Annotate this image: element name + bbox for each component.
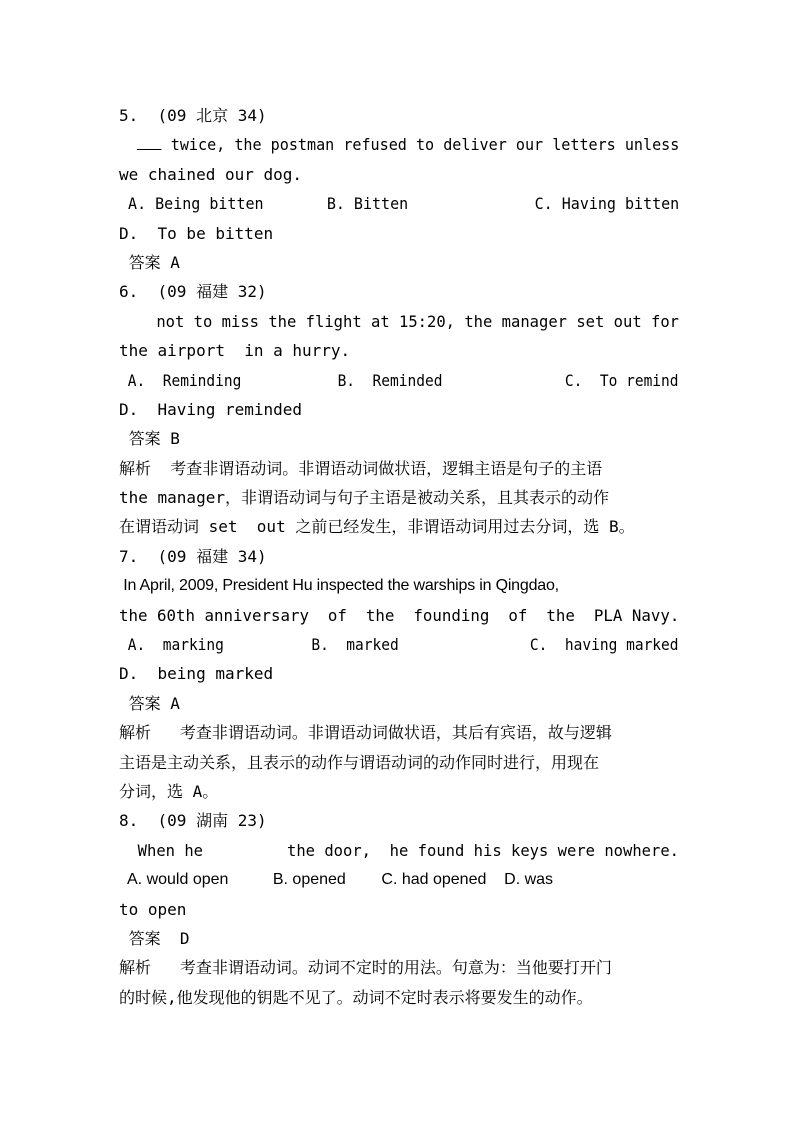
question-8-header: 8. (09 湖南 23) xyxy=(119,811,267,831)
question-7-options-line-1: A. marking B. marked C. having marked xyxy=(119,635,679,655)
question-7-header: 7. (09 福建 34) xyxy=(119,546,267,566)
question-6-options-line-1: A. Reminding B. Reminded C. To remind xyxy=(119,370,679,390)
question-8-answer: 答案 D xyxy=(119,928,190,948)
question-6-analysis-line-3: 在谓语动词 set out 之前已经发生，非谓语动词用过去分词，选 B。 xyxy=(119,517,635,537)
question-8-stem-line-1: When he the door, he found his keys were nowhere. xyxy=(119,840,679,860)
question-7-analysis-line-3: 分词，选 A。 xyxy=(119,781,219,801)
question-6-analysis-line-2: the manager，非谓语动词与句子主语是被动关系，且其表示的动作 xyxy=(119,488,609,508)
question-5-header: 5. (09 北京 34) xyxy=(119,106,267,125)
question-5-stem-line-1 xyxy=(119,130,680,159)
question-5-options-line-1: A. Being bitten B. Bitten C. Having bitten xyxy=(119,194,680,214)
question-6-analysis-line-1: 解析 考查非谓语动词。非谓语动词做状语，逻辑主语是句子的主语 xyxy=(119,458,603,478)
question-6-stem-line-1: not to miss the flight at 15:20, the manager set out for xyxy=(119,311,679,331)
question-6-header: 6. (09 福建 32) xyxy=(119,282,267,302)
question-8-analysis-line-2: 的时候,他发现他的钥匙不见了。动词不定时表示将要发生的动作。 xyxy=(119,987,593,1007)
question-7-options-line-2: D. being marked xyxy=(119,664,274,684)
question-8-options-line-2: to open xyxy=(119,899,187,919)
question-7-analysis-line-1: 解析 考查非谓语动词。非谓语动词做状语，其后有宾语，故与逻辑 xyxy=(119,723,612,743)
question-7-analysis-line-2: 主语是主动关系，且表示的动作与谓语动词的动作同时进行，用现在 xyxy=(119,752,600,772)
question-7-answer: 答案 A xyxy=(119,693,180,713)
document-content xyxy=(119,101,679,1012)
question-8-analysis-line-1: 解析 考查非谓语动词。动词不定时的用法。句意为：当他要打开门 xyxy=(119,958,612,978)
question-5-stem-line-2: we chained our dog. xyxy=(119,164,303,184)
question-6-options-line-2: D. Having reminded xyxy=(119,399,303,419)
question-7-stem-line-2: the 60th anniversary of the founding of the PLA Navy. xyxy=(119,605,680,625)
question-5-answer-blank xyxy=(137,135,162,150)
question-7-stem-line-1: In April, 2009, President Hu inspected the warships in Qingdao, xyxy=(119,577,559,595)
question-8-options-line-1: A. would open B. opened C. had opened D. was xyxy=(119,871,554,889)
question-5-answer: 答案 A xyxy=(119,252,180,272)
question-5-indent xyxy=(119,135,137,154)
question-6-stem-line-2: the airport in a hurry. xyxy=(119,341,351,361)
question-6-answer: 答案 B xyxy=(119,429,180,449)
question-5-stem-text: twice, the postman refused to deliver our letters unless xyxy=(161,135,680,155)
question-5-options-line-2: D. To be bitten xyxy=(119,223,274,243)
